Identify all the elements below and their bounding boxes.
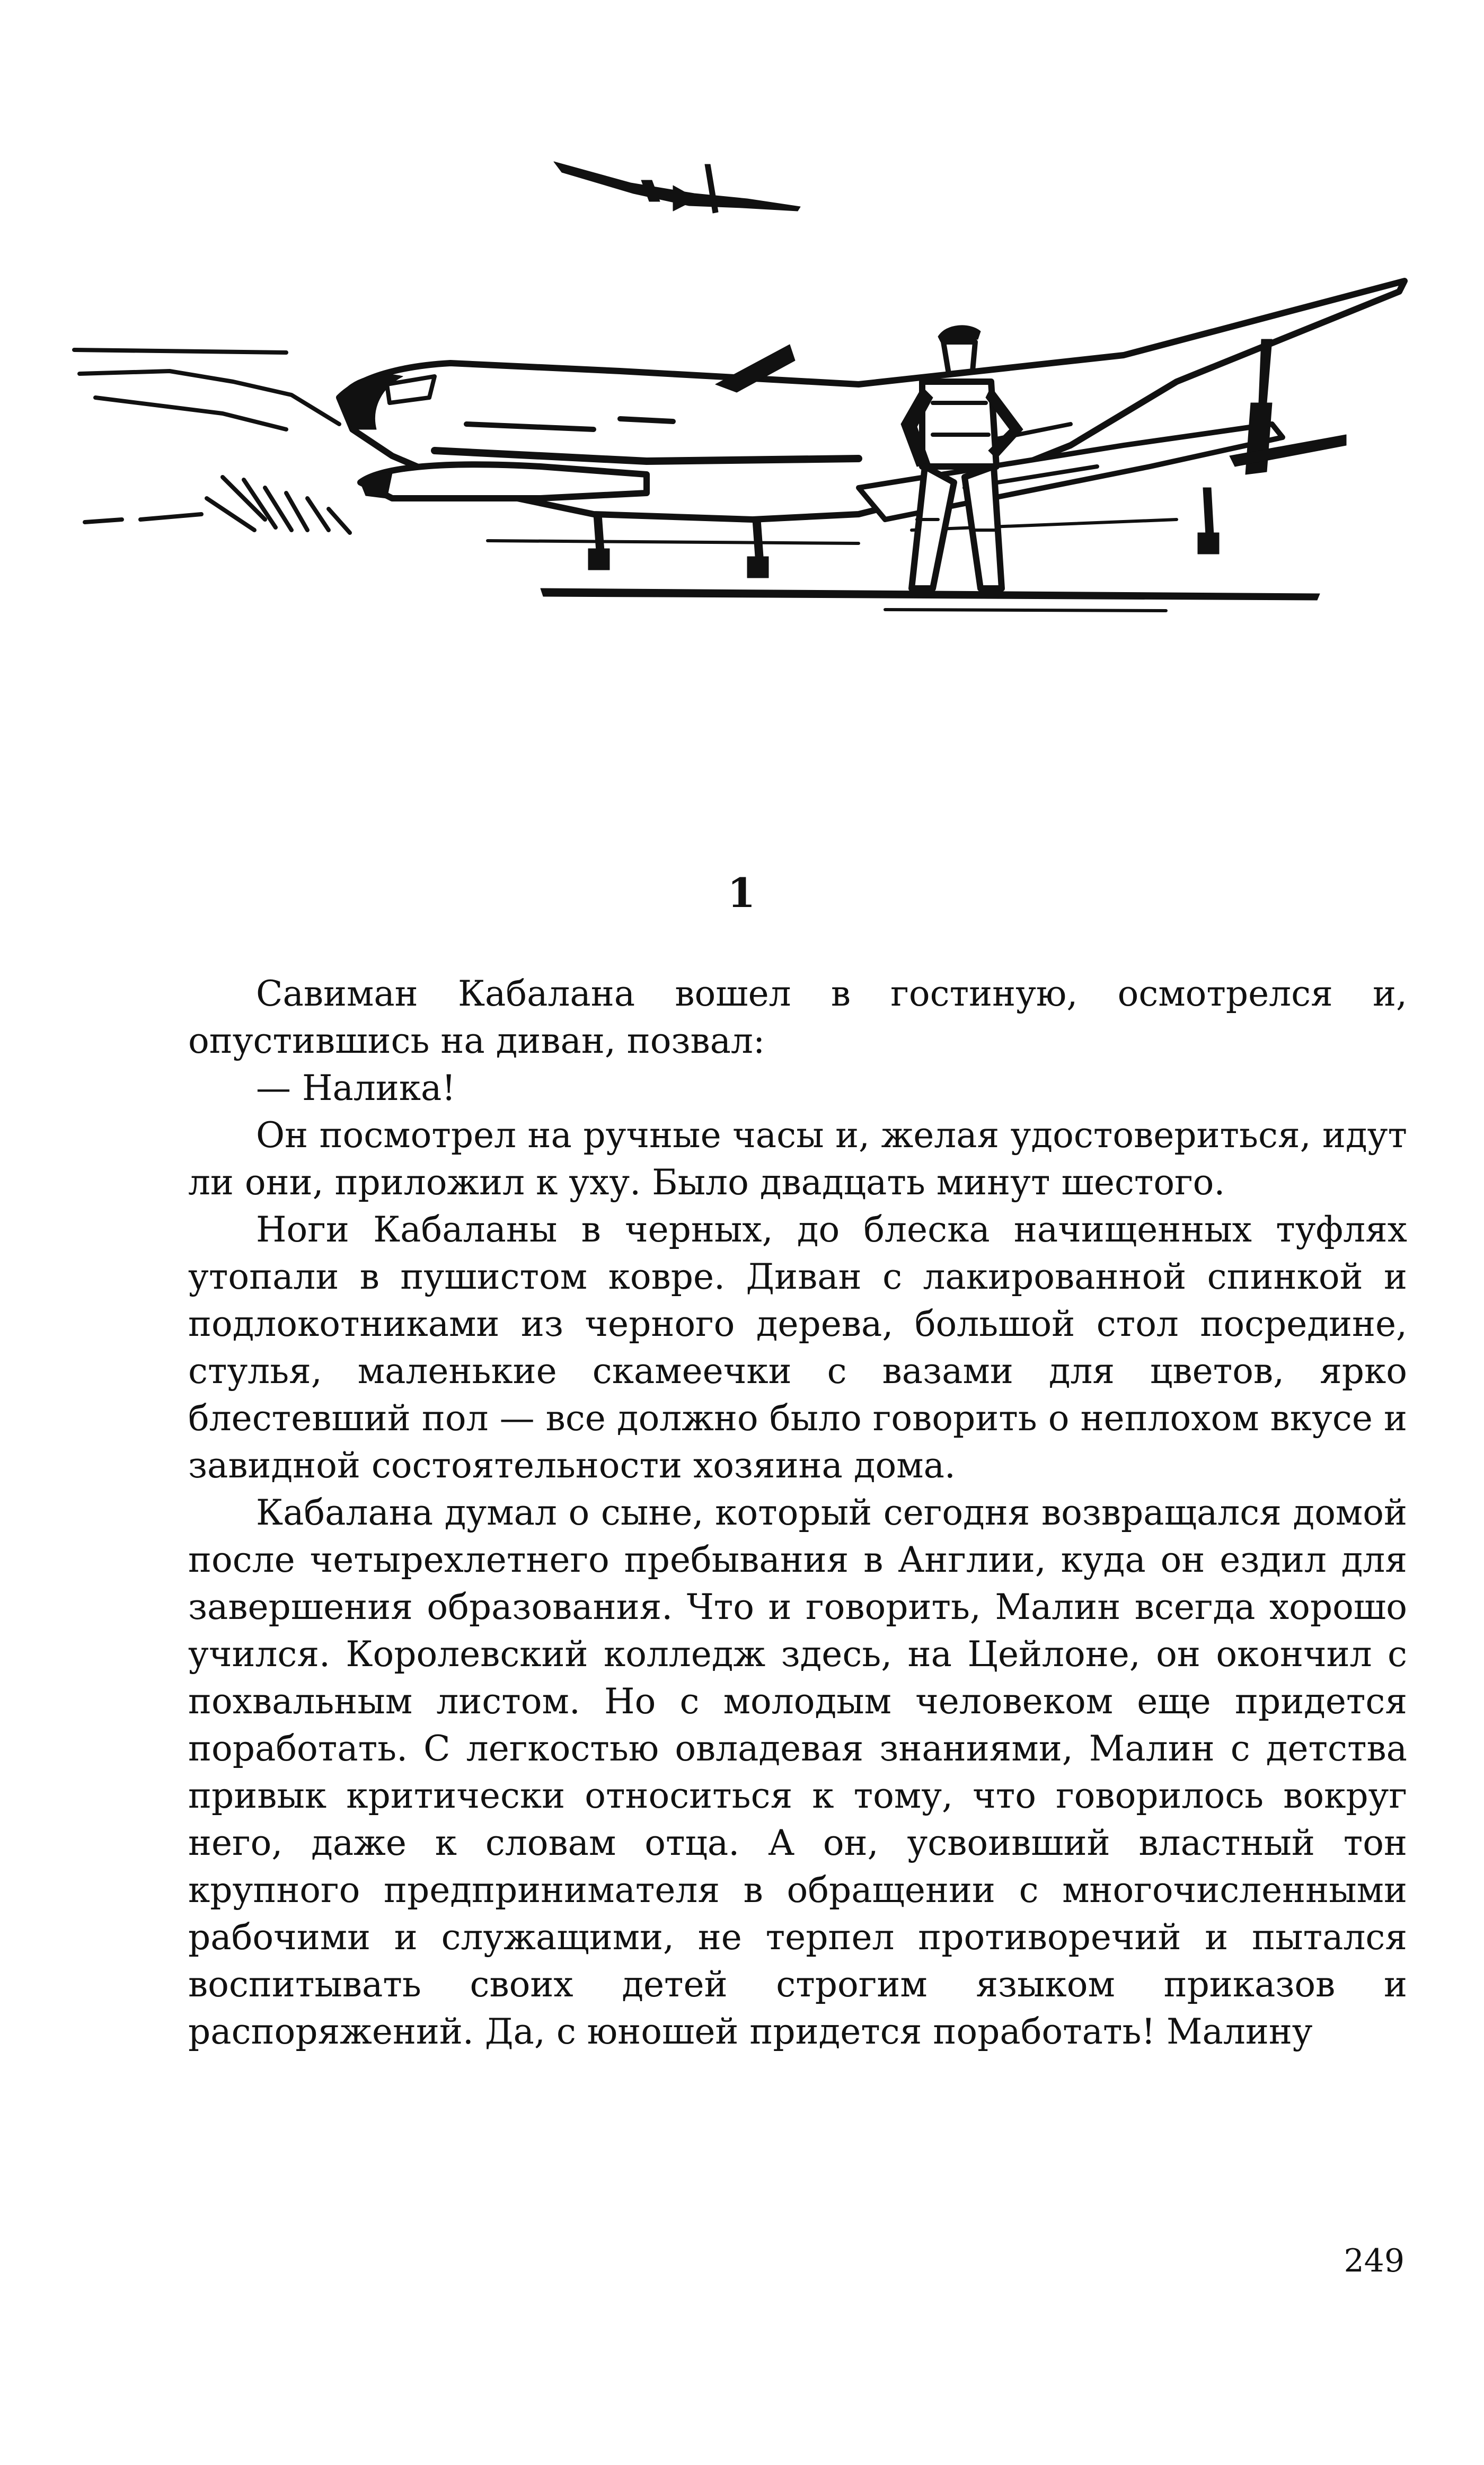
page-number: 249	[1344, 2242, 1404, 2279]
paragraph: Ноги Кабаланы в черных, до блеска начищенных туфлях утопали в пушистом ковре. Диван с лакированной спинкой и подлокотниками из черного дерева, большой стол посредине, стулья, маленькие скамеечки с вазами для цветов, ярко блестевший пол — все должно было говорить о неплохом вкусе и завидной состоятельности хозяина дома.	[188, 1209, 1407, 1486]
distant-plane-icon	[554, 162, 800, 213]
paragraph: Савиман Кабалана вошел в гостиную, осмотрелся и, опустившись на диван, позвал:	[188, 973, 1407, 1061]
speed-lines	[74, 350, 350, 533]
paragraph: Он посмотрел на ручные часы и, желая удостовериться, идут ли они, приложил к уху. Было двадцать минут шестого.	[188, 1115, 1407, 1203]
paragraph: — Налика!	[256, 1068, 456, 1108]
airplane-illustration	[64, 148, 1410, 626]
paragraph: Кабалана думал о сыне, который сегодня возвращался домой после четырехлетнего пребывания в Англии, куда он ездил для завершения образования. Что и говорить, Малин всегда хорошо учился. Королевский колледж здесь, на Цейлоне, он окончил с похвальным листом. Но с молодым человеком еще придется поработать. С легкостью овладевая знаниями, Малин с детства привык критически относиться к тому, что говорилось вокруг него, даже к словам отца. А он, усвоивший властный тон крупного предпринимателя в обращении с многочисленными рабочими и служащими, не терпел противоречий и пытался воспитывать своих детей строгим языком приказов и распоряжений. Да, с юношей придется поработать! Малину	[188, 1492, 1407, 2052]
chapter-number: 1	[727, 869, 757, 917]
jet-airliner-icon	[339, 281, 1404, 578]
chapter-text	[188, 970, 1407, 2055]
